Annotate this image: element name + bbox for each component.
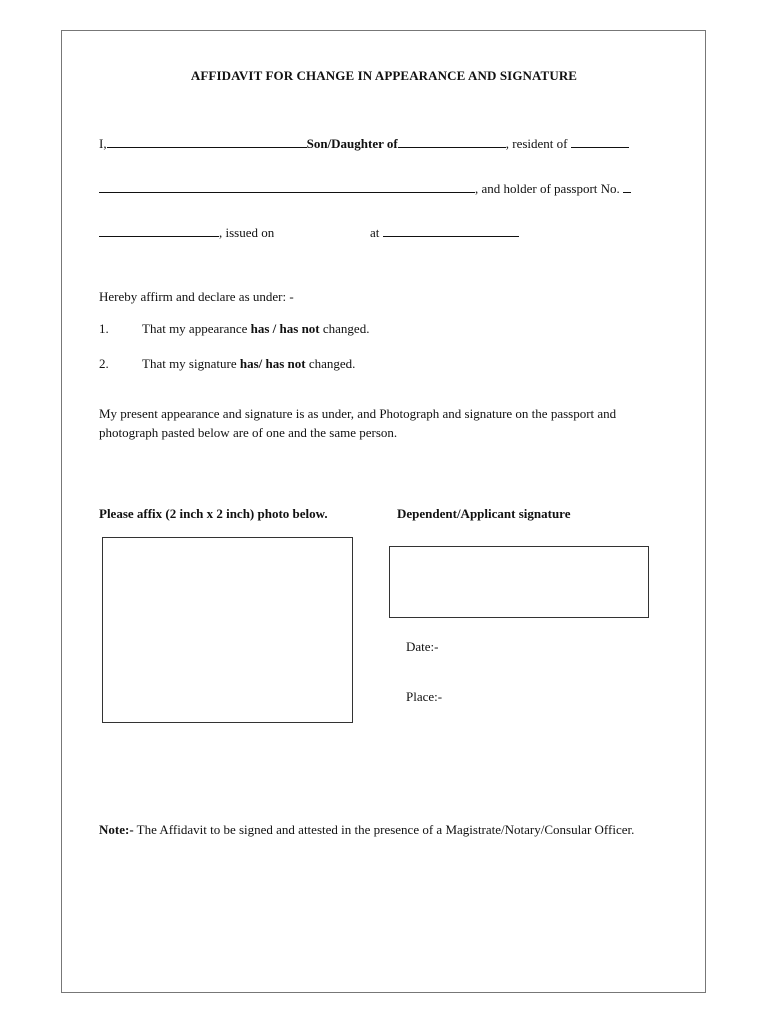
signature-box[interactable] bbox=[389, 546, 649, 618]
identity-line bbox=[99, 136, 629, 152]
at-label: at bbox=[370, 225, 380, 240]
resident-label: , resident of bbox=[505, 136, 568, 151]
name-field[interactable] bbox=[107, 136, 307, 148]
address-field[interactable] bbox=[99, 181, 475, 193]
declaration-intro: Hereby affirm and declare as under: - bbox=[99, 289, 294, 304]
place-label: Place:- bbox=[406, 689, 443, 704]
passport-number-field[interactable] bbox=[623, 181, 631, 193]
identity-statement: My present appearance and signature is as under, and Photograph and signature on the passport and photograph pasted below are of one and the same person. bbox=[99, 406, 617, 440]
item-text-end: changed. bbox=[319, 321, 370, 336]
issue-place-field[interactable] bbox=[383, 225, 519, 237]
note bbox=[99, 822, 634, 838]
issue-date-field[interactable] bbox=[99, 225, 219, 237]
declaration-item bbox=[142, 321, 369, 337]
note-label: Note:- bbox=[99, 822, 134, 837]
relation-label: Son/Daughter of bbox=[306, 136, 398, 151]
item-text: That my appearance bbox=[142, 321, 251, 336]
item-option: has / has not bbox=[250, 321, 320, 336]
passport-line bbox=[99, 181, 631, 197]
issue-place-line bbox=[370, 225, 519, 241]
item-text: That my signature bbox=[142, 356, 240, 371]
declaration-item-number: 1. bbox=[99, 321, 109, 336]
i-prefix: I, bbox=[99, 136, 107, 151]
date-label: Date:- bbox=[406, 639, 439, 654]
parent-name-field[interactable] bbox=[398, 136, 506, 148]
photo-label: Please affix (2 inch x 2 inch) photo below. bbox=[99, 506, 328, 521]
residence-field[interactable] bbox=[571, 136, 629, 148]
item-option: has/ has not bbox=[239, 356, 306, 371]
issued-label: , issued on bbox=[219, 225, 275, 240]
photo-box[interactable] bbox=[102, 537, 353, 723]
document-title: AFFIDAVIT FOR CHANGE IN APPEARANCE AND SIGNATURE bbox=[190, 68, 578, 83]
passport-label: , and holder of passport No. bbox=[475, 181, 620, 196]
issue-line bbox=[99, 225, 274, 241]
signature-label: Dependent/Applicant signature bbox=[397, 506, 571, 521]
declaration-item-number: 2. bbox=[99, 356, 109, 371]
declaration-item bbox=[142, 356, 355, 372]
item-text-end: changed. bbox=[305, 356, 356, 371]
note-text: The Affidavit to be signed and attested in the presence of a Magistrate/Notary/Consular Officer. bbox=[133, 822, 635, 837]
